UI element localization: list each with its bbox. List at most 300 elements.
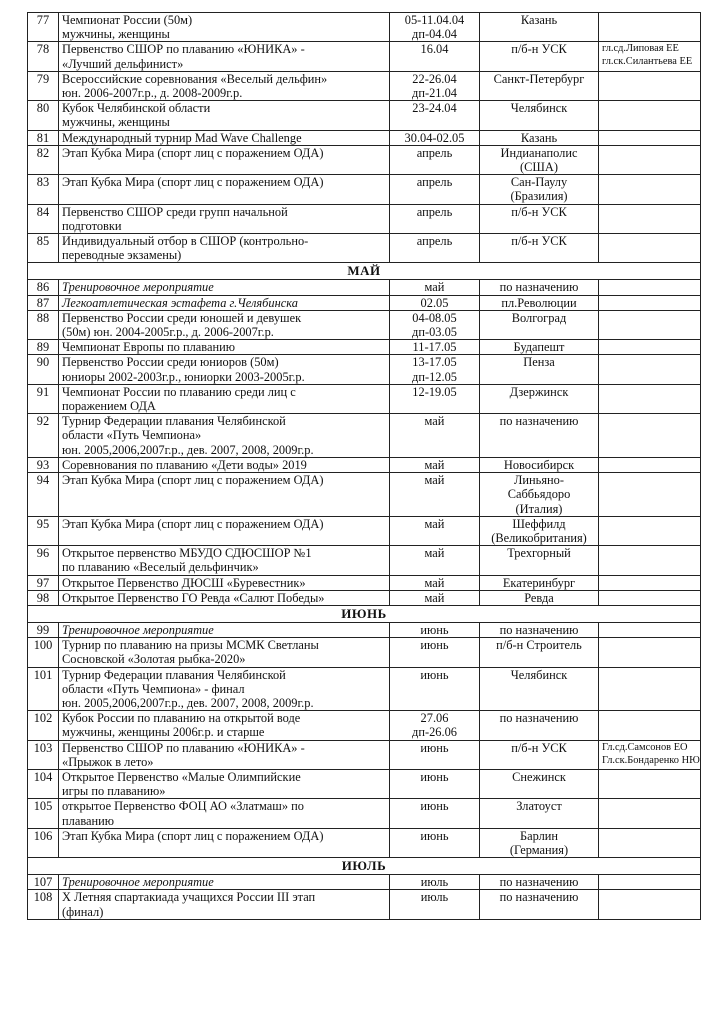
event-name: [59, 355, 390, 384]
event-place-line: Челябинск: [510, 667, 568, 682]
event-row: [28, 875, 701, 890]
event-date: [390, 590, 480, 605]
event-place: [480, 457, 599, 472]
event-date-line: дп-12.05: [412, 369, 457, 384]
event-date: [390, 457, 480, 472]
event-date-line: дп-21.04: [412, 86, 457, 101]
event-place-line: п/б-н УСК: [511, 740, 567, 755]
event-number: 92: [28, 414, 59, 458]
event-name-line: Первенство СШОР по плаванию «ЮНИКА» -: [62, 42, 305, 57]
event-number: 77: [28, 13, 59, 42]
event-place-line: Волгоград: [511, 310, 567, 325]
event-place: [480, 667, 599, 711]
event-note: [599, 384, 701, 413]
event-date: [390, 667, 480, 711]
event-row: [28, 295, 701, 310]
event-number: 81: [28, 130, 59, 145]
event-name: [59, 546, 390, 575]
event-date-line: 13-17.05: [412, 355, 457, 370]
event-name: [59, 384, 390, 413]
event-name-line: области «Путь Чемпиона» - финал: [62, 681, 245, 696]
month-label: ИЮЛЬ: [28, 858, 701, 875]
event-name-line: Чемпионат России (50м): [62, 13, 193, 27]
event-name: [59, 457, 390, 472]
event-name-line: Тренировочное мероприятие: [62, 622, 214, 637]
event-row: [28, 175, 701, 204]
event-number: 79: [28, 71, 59, 100]
event-name-line: Этап Кубка Мира (спорт лиц с поражением ОДА): [62, 145, 324, 160]
event-name-line: Открытое Первенство «Малые Олимпийские: [62, 769, 301, 784]
event-note: [599, 828, 701, 857]
event-number: 103: [28, 740, 59, 769]
event-note: [599, 740, 701, 769]
event-row: [28, 340, 701, 355]
event-name: [59, 799, 390, 828]
event-number: 83: [28, 175, 59, 204]
event-name: [59, 295, 390, 310]
event-place-line: Снежинск: [512, 769, 566, 784]
event-date: [390, 340, 480, 355]
event-name-line: (финал): [62, 904, 104, 919]
event-name-line: поражением ОДА: [62, 399, 156, 414]
event-place-line: Казань: [520, 13, 558, 27]
event-name-line: Открытое Первенство ГО Ревда «Салют Победы»: [62, 590, 325, 605]
event-name-line: Индивидуальный отбор в СШОР (контрольно-: [62, 234, 309, 249]
event-name: [59, 234, 390, 263]
event-row: [28, 638, 701, 667]
event-date: [390, 13, 480, 42]
event-number: 97: [28, 575, 59, 590]
event-row: [28, 204, 701, 233]
event-name: [59, 42, 390, 71]
event-place: [480, 546, 599, 575]
event-place-line: Златоуст: [516, 799, 562, 814]
event-row: [28, 590, 701, 605]
event-date: [390, 101, 480, 130]
month-label: ИЮНЬ: [28, 605, 701, 622]
event-note: [599, 175, 701, 204]
event-date: [390, 516, 480, 545]
event-date: [390, 355, 480, 384]
event-date-line: 12-19.05: [412, 384, 457, 399]
event-place: [480, 414, 599, 458]
event-name: [59, 575, 390, 590]
event-place: [480, 890, 599, 919]
event-place-line: по назначению: [499, 414, 579, 429]
event-name: [59, 414, 390, 458]
event-row: [28, 234, 701, 263]
event-number: 105: [28, 799, 59, 828]
event-place: [480, 175, 599, 204]
event-place: [480, 204, 599, 233]
event-date-line: май: [424, 590, 445, 605]
event-note: [599, 71, 701, 100]
event-date-line: апрель: [416, 175, 453, 190]
event-number: 89: [28, 340, 59, 355]
event-date-line: дп-04.04: [412, 27, 457, 42]
event-place: [480, 42, 599, 71]
event-place: [480, 355, 599, 384]
event-date-line: май: [424, 457, 445, 472]
event-place-line: по назначению: [499, 280, 579, 295]
event-row: [28, 828, 701, 857]
event-name: [59, 622, 390, 637]
event-note: [599, 516, 701, 545]
event-place: [480, 516, 599, 545]
event-place: [480, 101, 599, 130]
event-date: [390, 828, 480, 857]
event-name: [59, 204, 390, 233]
event-number: 101: [28, 667, 59, 711]
event-place-line: (Италия): [515, 501, 563, 516]
event-name-line: Турнир по плаванию на призы МСМК Светланы: [62, 638, 319, 653]
event-date: [390, 71, 480, 100]
event-place-line: п/б-н Строитель: [496, 638, 582, 653]
event-name-line: Этап Кубка Мира (спорт лиц с поражением ОДА): [62, 175, 324, 190]
event-row: [28, 546, 701, 575]
event-number: 95: [28, 516, 59, 545]
event-row: [28, 414, 701, 458]
event-place-line: пл.Революции: [501, 295, 577, 310]
event-name-line: Международный турнир Mad Wave Challenge: [62, 130, 302, 145]
event-name-line: Открытое Первенство ДЮСШ «Буревестник»: [62, 575, 306, 590]
event-row: [28, 145, 701, 174]
month-header-row: [28, 858, 701, 875]
event-date: [390, 414, 480, 458]
event-name-line: плаванию: [62, 813, 115, 828]
event-place-line: по назначению: [499, 890, 579, 905]
month-header-row: [28, 263, 701, 280]
event-name: [59, 130, 390, 145]
event-place-line: п/б-н УСК: [511, 234, 567, 249]
event-date-line: май: [424, 473, 445, 488]
event-number: 96: [28, 546, 59, 575]
event-name: [59, 516, 390, 545]
event-place: [480, 280, 599, 295]
event-date-line: 02.05: [420, 295, 449, 310]
event-row: [28, 769, 701, 798]
event-place: [480, 71, 599, 100]
event-name: [59, 101, 390, 130]
event-place: [480, 711, 599, 740]
event-row: [28, 42, 701, 71]
event-name-line: X Летняя спартакиада учащихся России III этап: [62, 890, 316, 905]
event-place-line: Санкт-Петербург: [493, 71, 585, 86]
event-row: [28, 516, 701, 545]
event-name: [59, 310, 390, 339]
event-note: [599, 575, 701, 590]
event-date-line: июнь: [420, 828, 449, 843]
event-place-line: по назначению: [499, 711, 579, 726]
event-place-line: п/б-н УСК: [511, 204, 567, 219]
event-date: [390, 799, 480, 828]
event-name-line: открытое Первенство ФОЦ АО «Златмаш» по: [62, 799, 304, 814]
event-date-line: 16.04: [420, 42, 449, 57]
event-row: [28, 740, 701, 769]
event-date: [390, 622, 480, 637]
event-name-line: «Прыжок в лето»: [62, 754, 154, 769]
schedule-document: [27, 12, 700, 920]
event-name-line: мужчины, женщины: [62, 115, 170, 130]
event-name-line: Первенство России среди юношей и девушек: [62, 310, 302, 325]
schedule-table: [27, 12, 701, 920]
event-date-line: июнь: [420, 667, 449, 682]
event-name-line: переводные экзамены): [62, 248, 182, 263]
event-place-line: Челябинск: [510, 101, 568, 116]
event-date-line: 27.06: [420, 711, 449, 726]
event-place: [480, 130, 599, 145]
event-name-line: Кубок России по плаванию на открытой воде: [62, 711, 301, 726]
event-number: 78: [28, 42, 59, 71]
event-number: 106: [28, 828, 59, 857]
event-row: [28, 667, 701, 711]
event-date-line: 23-24.04: [412, 101, 457, 116]
event-name: [59, 667, 390, 711]
event-place: [480, 340, 599, 355]
event-name-line: Тренировочное мероприятие: [62, 875, 214, 890]
event-row: [28, 473, 701, 517]
event-name: [59, 340, 390, 355]
event-note-line: гл.сд.Липовая ЕЕ: [602, 43, 679, 55]
event-note: [599, 711, 701, 740]
event-name: [59, 13, 390, 42]
event-date-line: 22-26.04: [412, 71, 457, 86]
event-date-line: июнь: [420, 622, 449, 637]
event-name-line: юн. 2006-2007г.р., д. 2008-2009г.р.: [62, 86, 243, 101]
event-note: [599, 101, 701, 130]
event-date: [390, 575, 480, 590]
event-place: [480, 590, 599, 605]
event-row: [28, 310, 701, 339]
event-row: [28, 622, 701, 637]
event-date-line: 04-08.05: [412, 310, 457, 325]
event-name-line: юн. 2005,2006,2007г.р., дев. 2007, 2008, 2009г.р.: [62, 695, 314, 710]
event-date-line: июнь: [420, 638, 449, 653]
event-name: [59, 175, 390, 204]
event-date-line: май: [424, 575, 445, 590]
event-place: [480, 638, 599, 667]
event-date-line: май: [424, 414, 445, 429]
event-date-line: июнь: [420, 799, 449, 814]
event-row: [28, 101, 701, 130]
event-note: [599, 457, 701, 472]
event-number: 84: [28, 204, 59, 233]
event-number: 80: [28, 101, 59, 130]
event-name: [59, 890, 390, 919]
event-number: 87: [28, 295, 59, 310]
event-date: [390, 130, 480, 145]
event-place-line: Будапешт: [513, 340, 565, 355]
event-place-line: Дзержинск: [509, 384, 569, 399]
event-number: 107: [28, 875, 59, 890]
event-note: [599, 234, 701, 263]
event-name-line: мужчины, женщины 2006г.р. и старше: [62, 725, 265, 740]
event-place: [480, 799, 599, 828]
event-place: [480, 740, 599, 769]
event-name-line: Первенство России среди юниоров (50м): [62, 355, 279, 370]
event-name: [59, 145, 390, 174]
event-row: [28, 799, 701, 828]
event-date: [390, 280, 480, 295]
event-number: 93: [28, 457, 59, 472]
event-name-line: по плаванию «Веселый дельфинчик»: [62, 560, 259, 575]
event-place-line: (США): [520, 160, 558, 175]
event-date-line: 05-11.04.04: [404, 13, 465, 27]
event-note: [599, 667, 701, 711]
event-date: [390, 875, 480, 890]
event-place: [480, 575, 599, 590]
event-row: [28, 13, 701, 42]
event-name: [59, 71, 390, 100]
event-note: [599, 340, 701, 355]
event-name: [59, 638, 390, 667]
event-number: 104: [28, 769, 59, 798]
event-row: [28, 280, 701, 295]
event-place-line: п/б-н УСК: [511, 42, 567, 57]
event-note-line: Гл.ск.Бондаренко НЮ: [602, 754, 700, 766]
event-name-line: юниоры 2002-2003г.р., юниорки 2003-2005г.р.: [62, 369, 305, 384]
event-place: [480, 310, 599, 339]
event-row: [28, 71, 701, 100]
event-date-line: июнь: [420, 740, 449, 755]
event-place-line: Барлин: [519, 828, 559, 843]
event-name: [59, 828, 390, 857]
event-date-line: апрель: [416, 204, 453, 219]
event-note: [599, 473, 701, 517]
event-date-line: июнь: [420, 769, 449, 784]
event-name: [59, 740, 390, 769]
event-date: [390, 769, 480, 798]
event-note: [599, 622, 701, 637]
event-place-line: Трехгорный: [507, 546, 571, 561]
event-row: [28, 384, 701, 413]
event-note: [599, 414, 701, 458]
event-date-line: май: [424, 516, 445, 531]
event-number: 90: [28, 355, 59, 384]
event-place-line: (Бразилия): [510, 189, 568, 204]
event-note-line: гл.ск.Силантьева ЕЕ: [602, 56, 693, 68]
event-number: 88: [28, 310, 59, 339]
event-place: [480, 13, 599, 42]
event-name-line: Открытое первенство МБУДО СДЮСШОР №1: [62, 546, 312, 561]
event-name-line: Кубок Челябинской области: [62, 101, 211, 116]
event-place: [480, 622, 599, 637]
event-note: [599, 799, 701, 828]
event-name-line: Соревнования по плаванию «Дети воды» 2019: [62, 457, 307, 472]
event-row: [28, 457, 701, 472]
event-place-line: Саббьядоро: [507, 487, 571, 502]
month-header-row: [28, 605, 701, 622]
event-note: [599, 42, 701, 71]
event-name: [59, 875, 390, 890]
event-name: [59, 769, 390, 798]
event-place: [480, 828, 599, 857]
event-place: [480, 473, 599, 517]
event-note: [599, 310, 701, 339]
event-note: [599, 875, 701, 890]
event-date-line: июль: [420, 875, 449, 890]
event-place: [480, 295, 599, 310]
event-date-line: дп-03.05: [412, 325, 457, 340]
event-place-line: Линьяно-: [514, 473, 564, 488]
event-date-line: май: [424, 546, 445, 561]
event-place-line: Екатеринбург: [502, 575, 576, 590]
event-name: [59, 280, 390, 295]
event-date-line: май: [424, 280, 445, 295]
event-number: 108: [28, 890, 59, 919]
event-name-line: игры по плаванию»: [62, 784, 166, 799]
event-place-line: (Германия): [509, 842, 569, 857]
event-note: [599, 890, 701, 919]
event-number: 86: [28, 280, 59, 295]
event-note: [599, 769, 701, 798]
event-name-line: «Лучший дельфинист»: [62, 56, 184, 71]
event-name-line: Турнир Федерации плавания Челябинской: [62, 414, 286, 429]
event-date-line: апрель: [416, 234, 453, 249]
event-place: [480, 769, 599, 798]
event-note-line: Гл.сд.Самсонов ЕО: [602, 741, 688, 753]
event-date-line: июль: [420, 890, 449, 905]
event-number: 91: [28, 384, 59, 413]
event-number: 102: [28, 711, 59, 740]
event-place-line: Шеффилд: [512, 516, 566, 531]
event-date-line: апрель: [416, 145, 453, 160]
event-date: [390, 638, 480, 667]
event-place-line: Новосибирск: [503, 457, 575, 472]
event-row: [28, 711, 701, 740]
event-note: [599, 638, 701, 667]
event-date: [390, 473, 480, 517]
event-name-line: Первенство СШОР по плаванию «ЮНИКА» -: [62, 740, 305, 755]
event-place-line: Казань: [520, 130, 558, 145]
event-name-line: Турнир Федерации плавания Челябинской: [62, 667, 286, 682]
event-note: [599, 355, 701, 384]
event-name-line: Чемпионат России по плаванию среди лиц с: [62, 384, 296, 399]
event-row: [28, 130, 701, 145]
event-name-line: Этап Кубка Мира (спорт лиц с поражением ОДА): [62, 828, 324, 843]
event-place-line: Индианаполис: [500, 145, 578, 160]
event-name-line: Этап Кубка Мира (спорт лиц с поражением ОДА): [62, 516, 324, 531]
event-place-line: (Великобритания): [491, 530, 587, 545]
event-date: [390, 890, 480, 919]
event-date: [390, 145, 480, 174]
event-number: 82: [28, 145, 59, 174]
event-name-line: Легкоатлетическая эстафета г.Челябинска: [62, 295, 298, 310]
event-place-line: Пенза: [523, 355, 555, 370]
event-name-line: Всероссийские соревнования «Веселый дельфин»: [62, 71, 328, 86]
event-place: [480, 234, 599, 263]
event-row: [28, 575, 701, 590]
event-date: [390, 175, 480, 204]
month-label: МАЙ: [28, 263, 701, 280]
schedule-table-body: [28, 13, 701, 920]
event-number: 100: [28, 638, 59, 667]
event-name-line: мужчины, женщины: [62, 27, 170, 42]
event-note: [599, 590, 701, 605]
event-date: [390, 546, 480, 575]
event-date: [390, 384, 480, 413]
event-date: [390, 310, 480, 339]
event-note: [599, 13, 701, 42]
event-note: [599, 546, 701, 575]
event-number: 85: [28, 234, 59, 263]
event-name-line: Первенство СШОР среди групп начальной: [62, 204, 288, 219]
event-name-line: Тренировочное мероприятие: [62, 280, 214, 295]
event-name: [59, 473, 390, 517]
event-name-line: юн. 2005,2006,2007г.р., дев. 2007, 2008, 2009г.р.: [62, 442, 314, 457]
event-date: [390, 295, 480, 310]
event-note: [599, 280, 701, 295]
